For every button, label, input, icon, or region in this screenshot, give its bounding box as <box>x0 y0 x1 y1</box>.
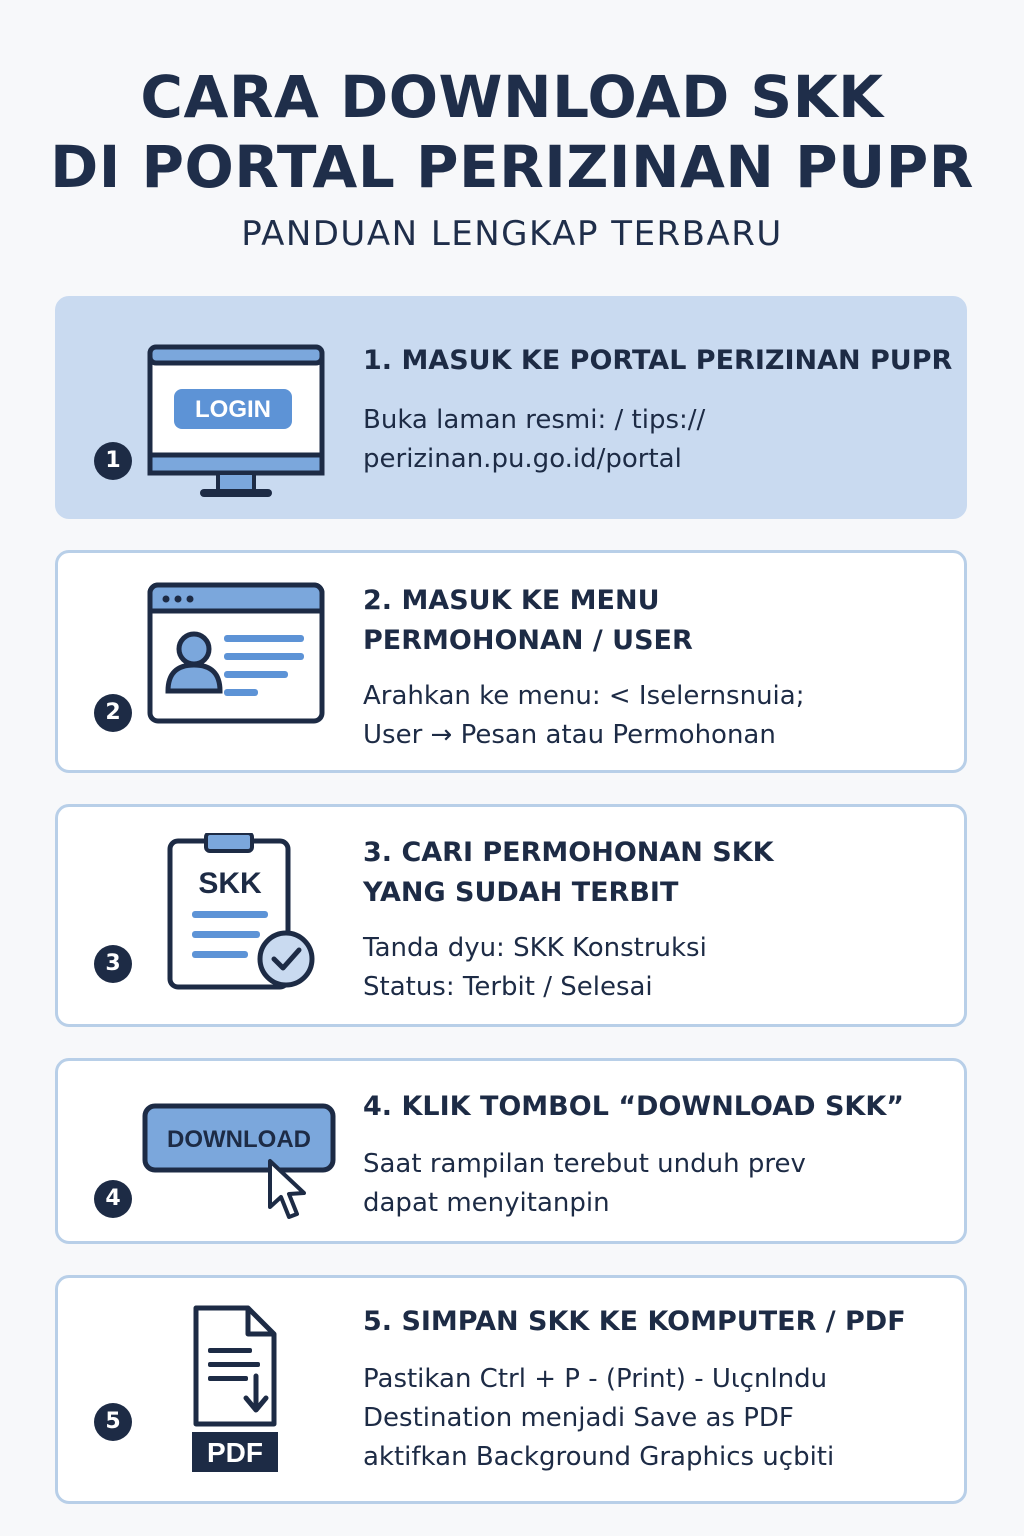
page-subtitle: PANDUAN LENGKAP TERBARU <box>241 214 783 254</box>
step-number-badge: 4 <box>94 1180 132 1218</box>
step-card-1 <box>55 296 967 519</box>
header <box>0 0 1024 256</box>
step-card-5 <box>55 1275 967 1504</box>
step-card-4 <box>55 1058 967 1244</box>
step-number-badge: 5 <box>94 1403 132 1441</box>
download-button-cursor-icon <box>140 1101 340 1225</box>
page-title-line-2: DI PORTAL PERIZINAN PUPR <box>50 133 974 201</box>
step-title: 4. KLIK TOMBOL “DOWNLOAD SKK” <box>363 1091 905 1122</box>
step-card-2 <box>55 550 967 773</box>
pdf-document-icon <box>188 1304 284 1474</box>
monitor-login-icon <box>146 343 328 503</box>
step-description: Pastikan Ctrl + P - (Print) - Uιçnlndu Destination menjadi Save as PDF aktifkan Background Graphics uçbiti <box>363 1364 835 1472</box>
step-number-badge: 1 <box>94 442 132 480</box>
step-title: 1. MASUK KE PORTAL PERIZINAN PUPR <box>363 345 953 376</box>
step-description: Buka laman resmi: / tips:// perizinan.pu.go.id/portal <box>363 405 706 474</box>
step-title: 3. CARI PERMOHONAN SKK YANG SUDAH TERBIT <box>363 837 774 908</box>
page-title-line-1: CARA DOWNLOAD SKK <box>140 63 884 131</box>
step-card-3 <box>55 804 967 1027</box>
step-description: Tanda dyu: SKK Konstruksi Status: Terbit / Selesai <box>363 933 707 1002</box>
step-number-badge: 3 <box>94 945 132 983</box>
page-title <box>0 62 1024 202</box>
clipboard-check-icon <box>166 833 322 991</box>
step-description: Saat rampilan terebut unduh prev dapat menyitanpin <box>363 1149 806 1218</box>
login-button-label: LOGIN <box>195 396 271 423</box>
pdf-label: PDF <box>207 1437 263 1468</box>
step-description: Arahkan ke menu: < Iselernsnuia; User → Pesan atau Permohonan <box>363 681 805 750</box>
step-title: 5. SIMPAN SKK KE KOMPUTER / PDF <box>363 1306 906 1337</box>
step-number-badge: 2 <box>94 694 132 732</box>
download-button-label: DOWNLOAD <box>167 1126 311 1153</box>
clipboard-label: SKK <box>198 867 262 900</box>
user-profile-window-icon <box>146 581 328 725</box>
step-title: 2. MASUK KE MENU PERMOHONAN / USER <box>363 585 693 656</box>
